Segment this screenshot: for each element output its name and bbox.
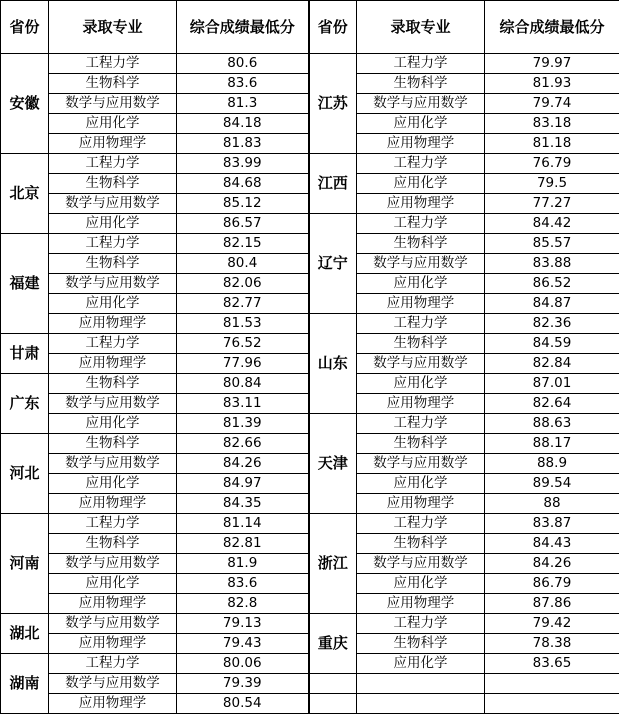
right-score-cell: 81.93 — [485, 74, 619, 94]
left-score-cell: 81.83 — [177, 134, 309, 154]
left-score-cell: 80.84 — [177, 374, 309, 394]
right-score-cell: 82.84 — [485, 354, 619, 374]
right-score-cell: 82.64 — [485, 394, 619, 414]
right-score-cell: 78.38 — [485, 634, 619, 654]
left-major-cell: 应用化学 — [49, 114, 177, 134]
right-major-cell: 应用化学 — [357, 174, 485, 194]
right-score-cell: 79.74 — [485, 94, 619, 114]
left-major-cell: 应用化学 — [49, 414, 177, 434]
left-score-cell: 82.15 — [177, 234, 309, 254]
left-major-cell: 应用物理学 — [49, 134, 177, 154]
table-row — [1, 614, 619, 634]
right-score-cell: 83.65 — [485, 654, 619, 674]
right-major-cell: 数学与应用数学 — [357, 454, 485, 474]
table-row — [1, 674, 619, 694]
right-score-cell: 84.87 — [485, 294, 619, 314]
left-major-cell: 应用物理学 — [49, 494, 177, 514]
header-major-right: 录取专业 — [357, 1, 485, 54]
right-score-cell: 86.52 — [485, 274, 619, 294]
left-major-cell: 生物科学 — [49, 174, 177, 194]
left-province-cell: 湖南 — [1, 654, 49, 714]
right-score-cell: 88 — [485, 494, 619, 514]
left-major-cell: 数学与应用数学 — [49, 554, 177, 574]
header-province-right: 省份 — [309, 1, 357, 54]
left-score-cell: 84.97 — [177, 474, 309, 494]
right-score-cell: 88.9 — [485, 454, 619, 474]
right-major-cell: 生物科学 — [357, 334, 485, 354]
right-major-empty — [357, 674, 485, 694]
left-major-cell: 工程力学 — [49, 334, 177, 354]
right-province-cell: 山东 — [309, 314, 357, 414]
left-score-cell: 81.39 — [177, 414, 309, 434]
right-score-cell: 77.27 — [485, 194, 619, 214]
right-score-cell: 86.79 — [485, 574, 619, 594]
left-score-cell: 83.11 — [177, 394, 309, 414]
left-major-cell: 生物科学 — [49, 74, 177, 94]
table-row — [1, 314, 619, 334]
right-major-cell: 数学与应用数学 — [357, 254, 485, 274]
table-row — [1, 154, 619, 174]
right-major-cell: 工程力学 — [357, 414, 485, 434]
table-row — [1, 54, 619, 74]
right-province-empty — [309, 694, 357, 714]
left-province-cell: 湖北 — [1, 614, 49, 654]
right-score-cell: 82.36 — [485, 314, 619, 334]
right-score-cell: 88.63 — [485, 414, 619, 434]
right-major-cell: 应用物理学 — [357, 394, 485, 414]
left-score-cell: 81.53 — [177, 314, 309, 334]
right-score-cell: 87.86 — [485, 594, 619, 614]
right-score-cell: 89.54 — [485, 474, 619, 494]
left-major-cell: 应用化学 — [49, 574, 177, 594]
left-major-cell: 工程力学 — [49, 54, 177, 74]
right-province-cell: 江苏 — [309, 54, 357, 154]
right-score-cell: 84.26 — [485, 554, 619, 574]
right-province-cell: 江西 — [309, 154, 357, 214]
right-score-cell: 83.88 — [485, 254, 619, 274]
left-score-cell: 80.4 — [177, 254, 309, 274]
left-score-cell: 81.14 — [177, 514, 309, 534]
left-score-cell: 82.8 — [177, 594, 309, 614]
right-major-cell: 应用化学 — [357, 474, 485, 494]
right-province-cell: 重庆 — [309, 614, 357, 674]
left-score-cell: 85.12 — [177, 194, 309, 214]
header-score-right: 综合成绩最低分 — [485, 1, 619, 54]
right-province-cell: 天津 — [309, 414, 357, 514]
right-major-cell: 生物科学 — [357, 634, 485, 654]
right-major-cell: 数学与应用数学 — [357, 94, 485, 114]
right-major-cell: 数学与应用数学 — [357, 554, 485, 574]
left-major-cell: 数学与应用数学 — [49, 454, 177, 474]
left-major-cell: 应用物理学 — [49, 594, 177, 614]
left-major-cell: 工程力学 — [49, 654, 177, 674]
right-score-cell: 84.43 — [485, 534, 619, 554]
left-major-cell: 数学与应用数学 — [49, 394, 177, 414]
left-score-cell: 81.9 — [177, 554, 309, 574]
left-major-cell: 数学与应用数学 — [49, 274, 177, 294]
left-score-cell: 81.3 — [177, 94, 309, 114]
left-score-cell: 82.66 — [177, 434, 309, 454]
right-major-cell: 应用化学 — [357, 374, 485, 394]
left-major-cell: 工程力学 — [49, 234, 177, 254]
left-score-cell: 82.06 — [177, 274, 309, 294]
left-province-cell: 福建 — [1, 234, 49, 334]
right-major-cell: 工程力学 — [357, 614, 485, 634]
right-major-cell: 应用化学 — [357, 274, 485, 294]
right-major-cell: 应用化学 — [357, 574, 485, 594]
left-score-cell: 83.6 — [177, 574, 309, 594]
header-province-left: 省份 — [1, 1, 49, 54]
right-major-cell: 生物科学 — [357, 534, 485, 554]
right-major-cell: 应用物理学 — [357, 194, 485, 214]
right-score-empty — [485, 674, 619, 694]
left-province-cell: 甘肃 — [1, 334, 49, 374]
right-score-cell: 83.18 — [485, 114, 619, 134]
left-major-cell: 生物科学 — [49, 434, 177, 454]
right-major-cell: 应用物理学 — [357, 494, 485, 514]
left-province-cell: 安徽 — [1, 54, 49, 154]
left-score-cell: 79.39 — [177, 674, 309, 694]
left-province-cell: 北京 — [1, 154, 49, 234]
right-score-cell: 83.87 — [485, 514, 619, 534]
right-score-cell: 79.97 — [485, 54, 619, 74]
right-major-cell: 生物科学 — [357, 74, 485, 94]
right-major-cell: 应用物理学 — [357, 594, 485, 614]
right-major-cell: 工程力学 — [357, 154, 485, 174]
left-score-cell: 82.81 — [177, 534, 309, 554]
left-major-cell: 数学与应用数学 — [49, 194, 177, 214]
right-score-cell: 79.5 — [485, 174, 619, 194]
left-major-cell: 应用物理学 — [49, 314, 177, 334]
left-score-cell: 84.35 — [177, 494, 309, 514]
right-major-cell: 应用化学 — [357, 114, 485, 134]
header-major-left: 录取专业 — [49, 1, 177, 54]
right-score-cell: 84.42 — [485, 214, 619, 234]
left-major-cell: 工程力学 — [49, 154, 177, 174]
left-major-cell: 数学与应用数学 — [49, 674, 177, 694]
left-major-cell: 应用化学 — [49, 474, 177, 494]
table-row — [1, 414, 619, 434]
left-score-cell: 77.96 — [177, 354, 309, 374]
left-score-cell: 84.68 — [177, 174, 309, 194]
right-score-cell: 85.57 — [485, 234, 619, 254]
right-major-cell: 工程力学 — [357, 314, 485, 334]
right-major-cell: 应用化学 — [357, 654, 485, 674]
left-score-cell: 86.57 — [177, 214, 309, 234]
left-major-cell: 生物科学 — [49, 534, 177, 554]
right-score-cell: 81.18 — [485, 134, 619, 154]
left-score-cell: 80.06 — [177, 654, 309, 674]
left-score-cell: 83.6 — [177, 74, 309, 94]
left-major-cell: 生物科学 — [49, 374, 177, 394]
left-major-cell: 应用物理学 — [49, 634, 177, 654]
left-province-cell: 河北 — [1, 434, 49, 514]
left-score-cell: 84.26 — [177, 454, 309, 474]
right-score-empty — [485, 694, 619, 714]
left-score-cell: 84.18 — [177, 114, 309, 134]
right-major-empty — [357, 694, 485, 714]
right-major-cell: 生物科学 — [357, 234, 485, 254]
right-major-cell: 生物科学 — [357, 434, 485, 454]
left-major-cell: 工程力学 — [49, 514, 177, 534]
right-score-cell: 84.59 — [485, 334, 619, 354]
right-major-cell: 数学与应用数学 — [357, 354, 485, 374]
right-major-cell: 应用物理学 — [357, 134, 485, 154]
left-score-cell: 79.13 — [177, 614, 309, 634]
left-province-cell: 广东 — [1, 374, 49, 434]
right-province-cell: 辽宁 — [309, 214, 357, 314]
right-province-cell: 浙江 — [309, 514, 357, 614]
table-row — [1, 514, 619, 534]
left-score-cell: 79.43 — [177, 634, 309, 654]
left-major-cell: 应用物理学 — [49, 354, 177, 374]
header-row — [1, 1, 619, 54]
left-score-cell: 80.54 — [177, 694, 309, 714]
right-score-cell: 88.17 — [485, 434, 619, 454]
left-score-cell: 83.99 — [177, 154, 309, 174]
right-score-cell: 87.01 — [485, 374, 619, 394]
right-major-cell: 应用物理学 — [357, 294, 485, 314]
left-score-cell: 80.6 — [177, 54, 309, 74]
right-major-cell: 工程力学 — [357, 54, 485, 74]
table-row — [1, 694, 619, 714]
left-major-cell: 应用化学 — [49, 214, 177, 234]
left-province-cell: 河南 — [1, 514, 49, 614]
left-major-cell: 数学与应用数学 — [49, 614, 177, 634]
left-major-cell: 生物科学 — [49, 254, 177, 274]
right-major-cell: 工程力学 — [357, 214, 485, 234]
left-score-cell: 76.52 — [177, 334, 309, 354]
left-major-cell: 应用化学 — [49, 294, 177, 314]
right-score-cell: 79.42 — [485, 614, 619, 634]
right-province-empty — [309, 674, 357, 694]
left-major-cell: 数学与应用数学 — [49, 94, 177, 114]
right-major-cell: 工程力学 — [357, 514, 485, 534]
right-score-cell: 76.79 — [485, 154, 619, 174]
left-score-cell: 82.77 — [177, 294, 309, 314]
header-score-left: 综合成绩最低分 — [177, 1, 309, 54]
left-major-cell: 应用物理学 — [49, 694, 177, 714]
table-row — [1, 214, 619, 234]
